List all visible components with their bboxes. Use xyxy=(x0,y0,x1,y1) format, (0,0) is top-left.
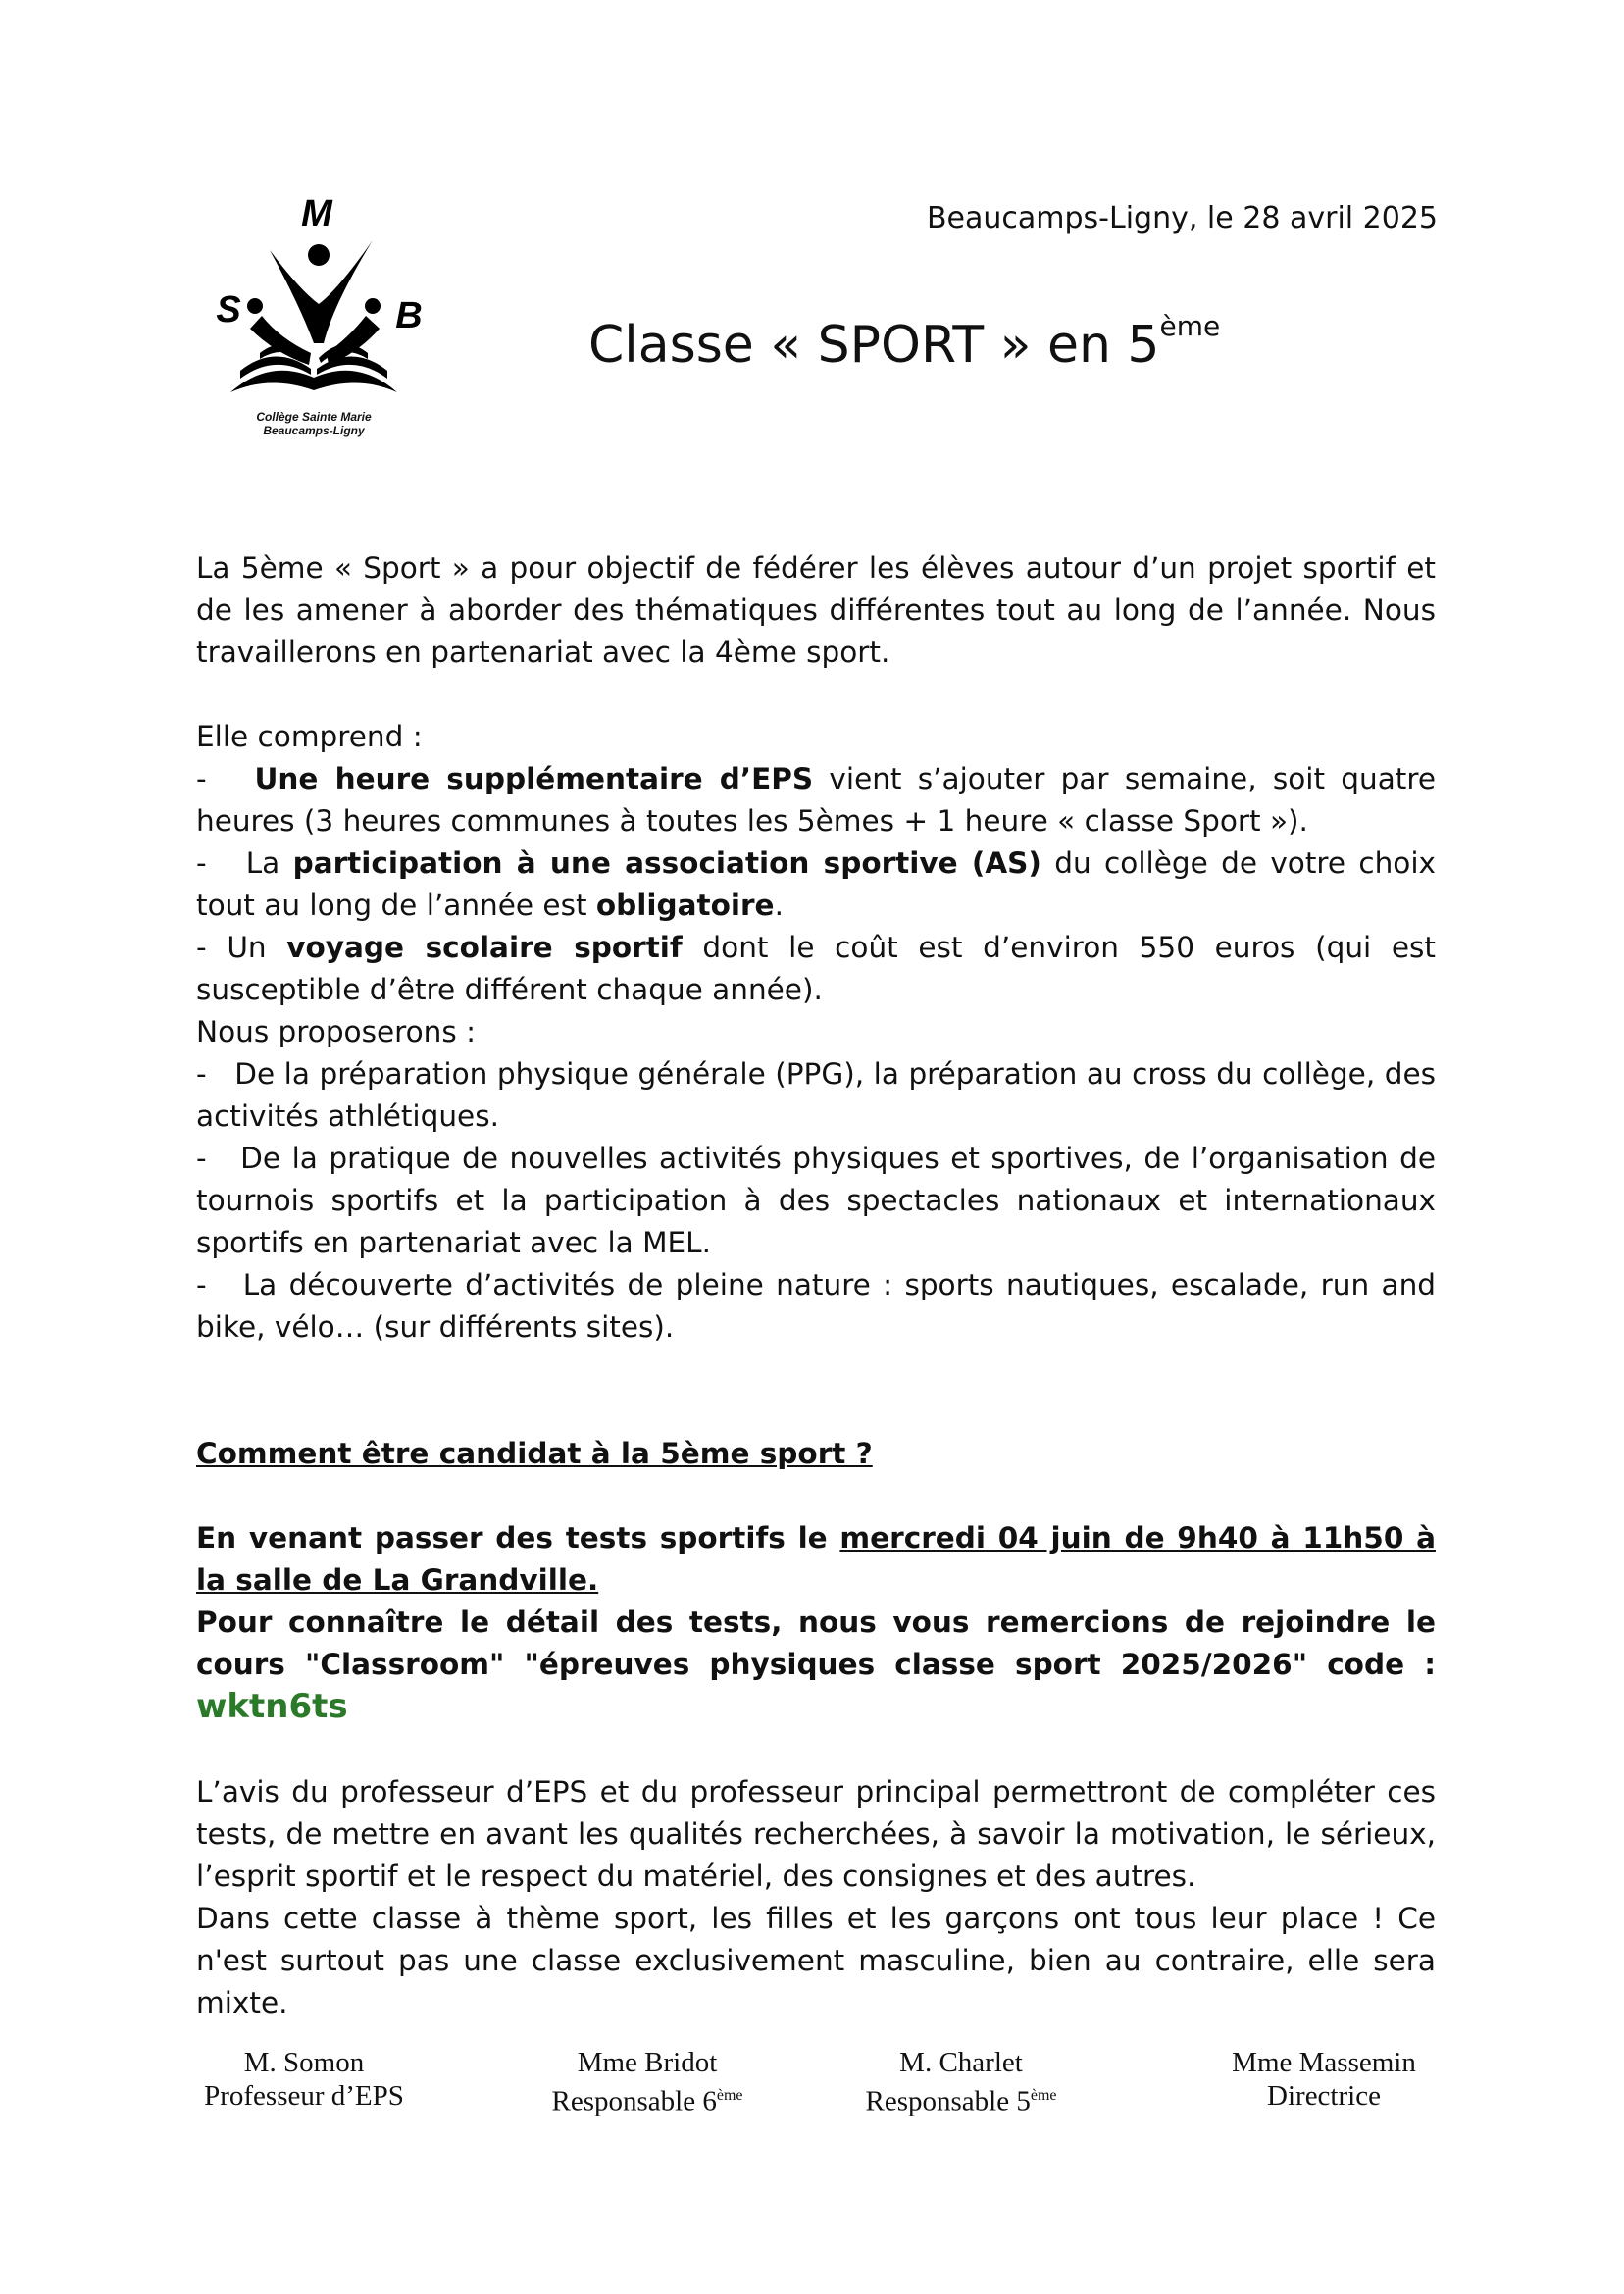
comprend-item-2: - La participation à une association sportive (AS) du collège de votre choix tout au long de l’année est obligatoire. xyxy=(196,846,1437,922)
tests-date: mercredi 04 juin de 9h40 à 11h50 à la salle de La Grandville. xyxy=(196,1521,1436,1597)
letter-body xyxy=(196,547,1446,2024)
title-superscript: ème xyxy=(1159,310,1221,342)
svg-text:S: S xyxy=(216,289,241,331)
signature-somon: M. Somon Professeur d’EPS xyxy=(204,2047,404,2112)
candidat-heading: Comment être candidat à la 5ème sport ? xyxy=(196,1437,873,1470)
letter-date: Beaucamps-Ligny, le 28 avril 2025 xyxy=(926,201,1438,235)
mixte-paragraph: Dans cette classe à thème sport, les filles et les garçons ont tous leur place ! Ce n'est surtout pas une classe exclusivement masculine, bien au contraire, elle sera mixte. xyxy=(196,1902,1436,2019)
comprend-item-1: - Une heure supplémentaire d’EPS vient s’ajouter par semaine, soit quatre heures (3 heures communes à toutes les 5èmes + 1 heure « classe Sport »). xyxy=(196,762,1436,838)
classroom-code: wktn6ts xyxy=(196,1687,348,1726)
classroom-paragraph: Pour connaître le détail des tests, nous vous remercions de rejoindre le cours "Classroom" "épreuves physiques classe sport 2025/2026" code : wktn6ts xyxy=(196,1606,1436,1726)
logo-caption-town: Beaucamps-Ligny xyxy=(263,424,365,437)
proposons-item-1: - De la préparation physique générale (PPG), la préparation au cross du collège, des activités athlétiques. xyxy=(196,1057,1446,1133)
proposons-item-3: - La découverte d’activités de pleine nature : sports nautiques, escalade, run and bike, vélo… (sur différents sites). xyxy=(196,1268,1446,1344)
signature-charlet: M. Charlet Responsable 5ème xyxy=(865,2047,1057,2117)
comprend-item-3: - Un voyage scolaire sportif dont le coût est d’environ 550 euros (qui est susceptible d’être différent chaque année). xyxy=(196,931,1436,1006)
logo-caption-college: Collège Sainte Marie xyxy=(256,410,372,424)
tests-paragraph: En venant passer des tests sportifs le mercredi 04 juin de 9h40 à 11h50 à la salle de La Grandville. xyxy=(196,1521,1436,1597)
title-text: Classe « SPORT » en 5 xyxy=(588,316,1160,375)
proposons-item-2: - De la pratique de nouvelles activités physiques et sportives, de l’organisation de tournois sportifs et la participation à des spectacles nationaux et internationaux sportifs en partenariat avec la MEL. xyxy=(196,1142,1446,1259)
proposons-heading: Nous proposerons : xyxy=(196,1015,477,1048)
signature-bridot: Mme Bridot Responsable 6ème xyxy=(551,2047,743,2117)
comprend-heading: Elle comprend : xyxy=(196,720,423,753)
svg-text:M: M xyxy=(301,196,332,234)
avis-paragraph: L’avis du professeur d’EPS et du professeur principal permettront de compléter ces tests, de mettre en avant les qualités recherchées, à savoir la motivation, le sérieux, l’esprit sportif et le respect du matériel, des consignes et des autres. xyxy=(196,1775,1436,1893)
page-title xyxy=(588,310,1221,375)
svg-text:B: B xyxy=(395,295,423,336)
sports-figures-icon xyxy=(201,196,427,422)
college-logo xyxy=(201,196,427,441)
signature-block xyxy=(196,2046,1436,2124)
signature-massemin: Mme Massemin Directrice xyxy=(1232,2047,1416,2112)
intro-paragraph: La 5ème « Sport » a pour objectif de fédérer les élèves autour d’un projet sportif et de les amener à aborder des thématiques différentes tout au long de l’année. Nous travaillerons en partenariat avec la 4ème sport. xyxy=(196,551,1436,669)
